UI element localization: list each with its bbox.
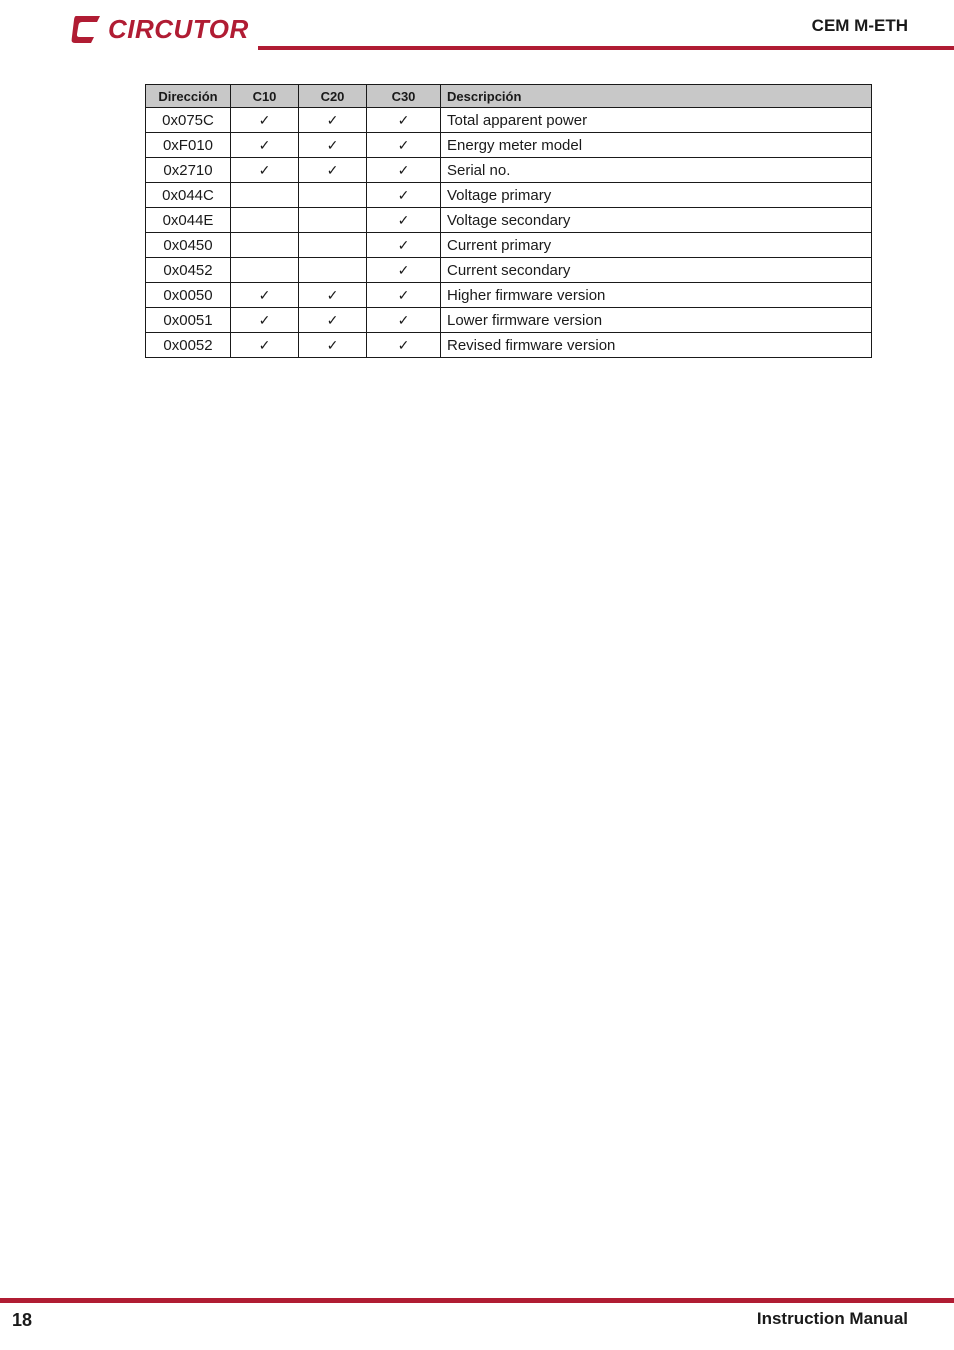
c30-check: ✓	[367, 108, 441, 133]
header-c10: C10	[231, 85, 299, 108]
address-cell: 0x0052	[146, 333, 231, 358]
address-cell: 0x075C	[146, 108, 231, 133]
address-cell: 0x044C	[146, 183, 231, 208]
table-row	[146, 308, 872, 333]
table-row	[146, 183, 872, 208]
description-cell: Energy meter model	[441, 133, 872, 158]
c30-check: ✓	[367, 283, 441, 308]
table-header-row	[146, 85, 872, 108]
c20-check: ✓	[299, 133, 367, 158]
c10-check: ✓	[231, 308, 299, 333]
table-row	[146, 108, 872, 133]
description-cell: Current secondary	[441, 258, 872, 283]
table-row	[146, 333, 872, 358]
c30-check: ✓	[367, 233, 441, 258]
c20-check: ✓	[299, 283, 367, 308]
c10-check: ✓	[231, 158, 299, 183]
footer-divider	[0, 1298, 954, 1303]
c10-check	[231, 258, 299, 283]
description-cell: Voltage primary	[441, 183, 872, 208]
register-table	[145, 84, 872, 358]
c30-check: ✓	[367, 183, 441, 208]
description-cell: Revised firmware version	[441, 333, 872, 358]
circutor-logo-icon	[70, 12, 104, 46]
c30-check: ✓	[367, 258, 441, 283]
description-cell: Serial no.	[441, 158, 872, 183]
c30-check: ✓	[367, 308, 441, 333]
address-cell: 0x0450	[146, 233, 231, 258]
address-cell: 0xF010	[146, 133, 231, 158]
description-cell: Current primary	[441, 233, 872, 258]
address-cell: 0x0050	[146, 283, 231, 308]
c10-check: ✓	[231, 283, 299, 308]
c30-check: ✓	[367, 208, 441, 233]
description-cell: Lower firmware version	[441, 308, 872, 333]
address-cell: 0x044E	[146, 208, 231, 233]
header-c20: C20	[299, 85, 367, 108]
c20-check	[299, 183, 367, 208]
description-cell: Higher firmware version	[441, 283, 872, 308]
header-description: Descripción	[441, 85, 872, 108]
c20-check	[299, 208, 367, 233]
description-cell: Voltage secondary	[441, 208, 872, 233]
c10-check: ✓	[231, 108, 299, 133]
c20-check: ✓	[299, 158, 367, 183]
c10-check: ✓	[231, 133, 299, 158]
table-row	[146, 283, 872, 308]
address-cell: 0x2710	[146, 158, 231, 183]
table-body	[146, 108, 872, 358]
table-row	[146, 258, 872, 283]
table-row	[146, 133, 872, 158]
c20-check: ✓	[299, 333, 367, 358]
header-c30: C30	[367, 85, 441, 108]
c30-check: ✓	[367, 158, 441, 183]
c20-check	[299, 233, 367, 258]
document-title: CEM M-ETH	[811, 16, 908, 35]
brand-name: CIRCUTOR	[108, 14, 249, 44]
brand-logo	[70, 10, 249, 48]
c20-check	[299, 258, 367, 283]
c10-check	[231, 183, 299, 208]
table-row	[146, 208, 872, 233]
header-divider	[258, 46, 954, 50]
c20-check: ✓	[299, 308, 367, 333]
c10-check: ✓	[231, 333, 299, 358]
description-cell: Total apparent power	[441, 108, 872, 133]
table-row	[146, 158, 872, 183]
address-cell: 0x0452	[146, 258, 231, 283]
c10-check	[231, 233, 299, 258]
footer-title: Instruction Manual	[756, 1309, 908, 1328]
header-address: Dirección	[146, 85, 231, 108]
c30-check: ✓	[367, 133, 441, 158]
address-cell: 0x0051	[146, 308, 231, 333]
c30-check: ✓	[367, 333, 441, 358]
table-row	[146, 233, 872, 258]
page-number: 18	[12, 1310, 33, 1330]
c10-check	[231, 208, 299, 233]
c20-check: ✓	[299, 108, 367, 133]
